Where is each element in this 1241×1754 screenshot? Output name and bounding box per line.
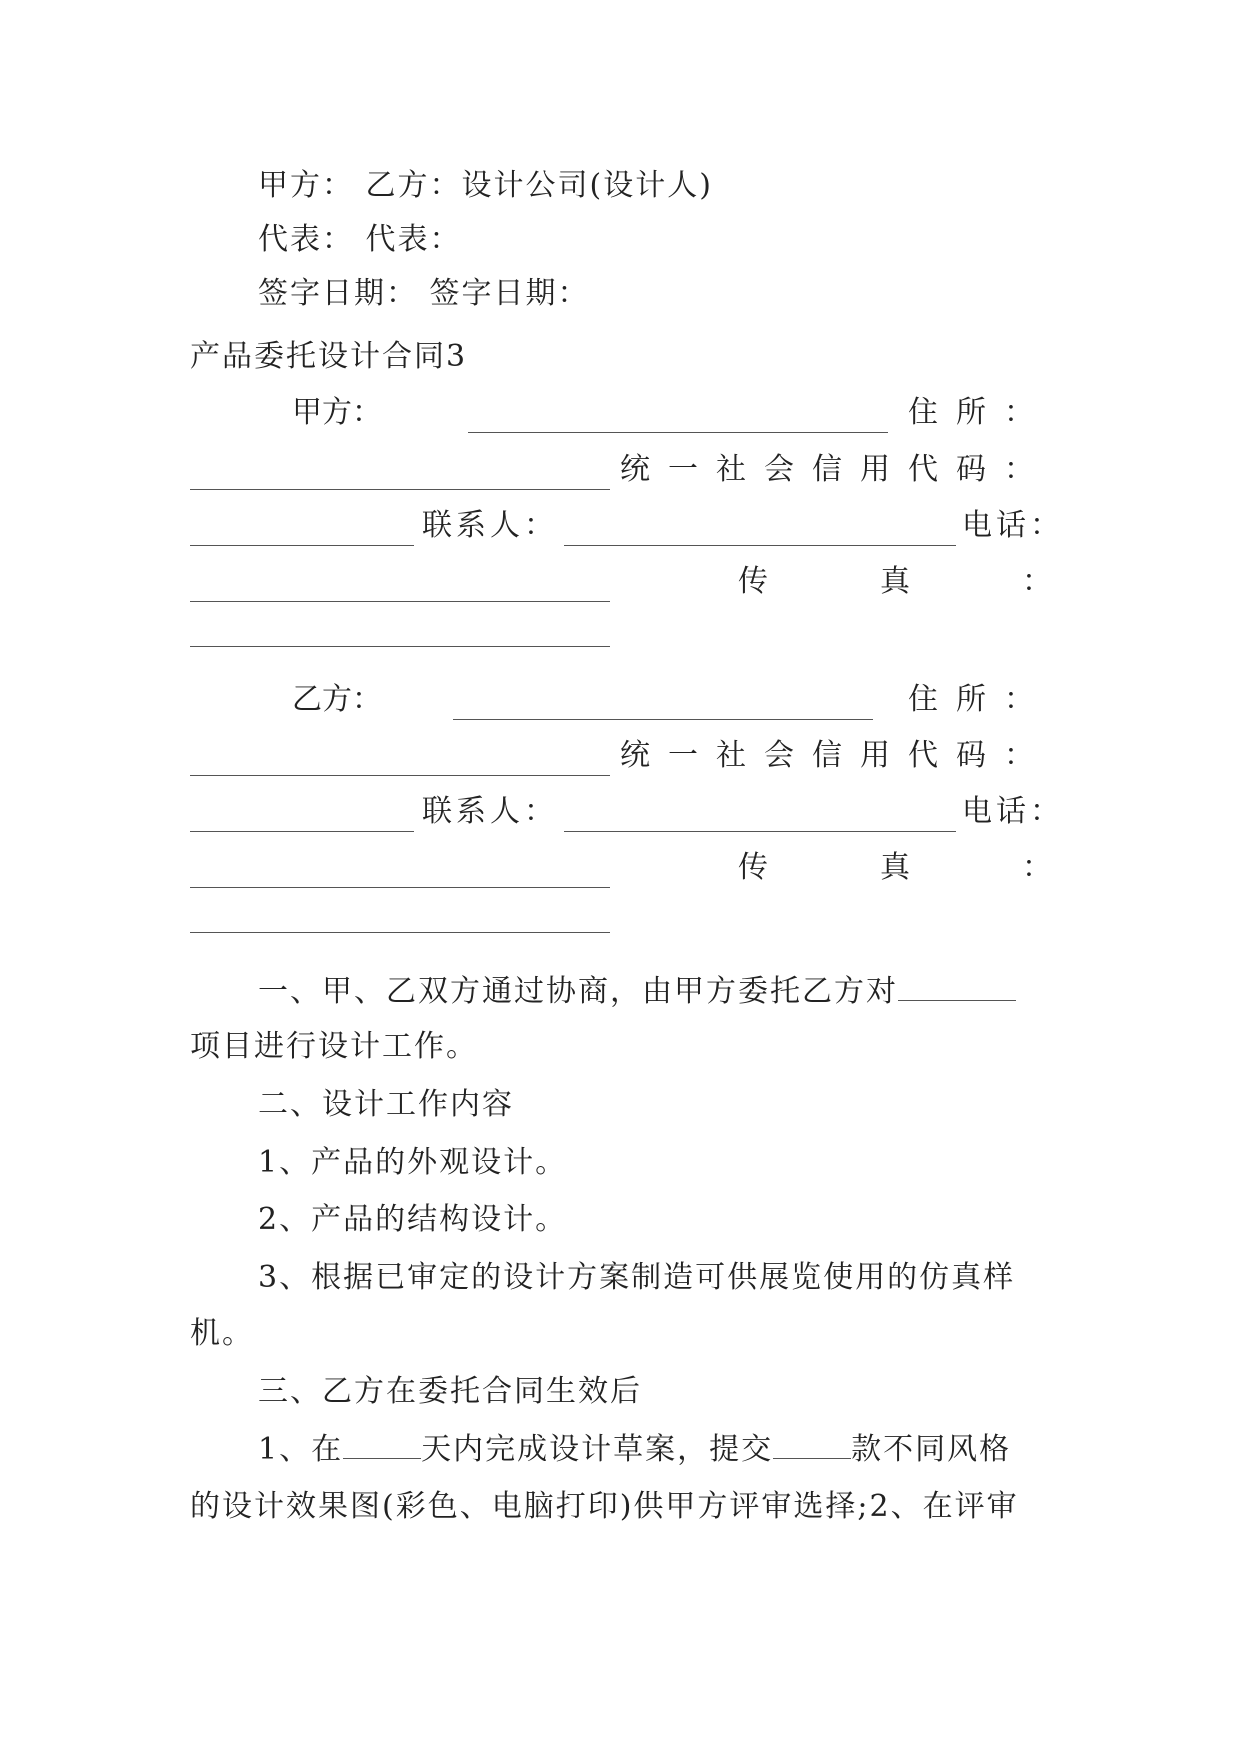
party-a-credit-code-blank <box>190 519 414 546</box>
party-a-contact-label: 联系人： <box>422 508 558 543</box>
clause-2-item-3-line-1: 3、根据已审定的设计方案制造可供展览使用的仿真样 <box>258 1260 1016 1295</box>
party-b-address-label: 住所： <box>908 682 1052 717</box>
party-b-credit-code-label: 统一社会信用代码： <box>620 738 1052 773</box>
party-b-name-row <box>190 680 1052 720</box>
party-b-fax-row <box>190 904 1052 944</box>
project-name-blank <box>898 974 1016 1001</box>
clause-3-item-1-line-2: 的设计效果图(彩色、电脑打印)供甲方评审选择;2、在评审 <box>190 1489 1019 1524</box>
sign-line-representative: 代表： 代表： <box>258 222 462 257</box>
party-b-phone-label: 电话： <box>962 794 1064 829</box>
design-count-blank <box>773 1432 851 1459</box>
party-a-fax-blank <box>190 620 610 647</box>
party-b-address-blank <box>190 749 610 776</box>
party-a-credit-code-label: 统一社会信用代码： <box>620 452 1052 487</box>
clause-1-line-1 <box>258 972 1052 1012</box>
party-b-address-row <box>190 736 1052 776</box>
clause-1-text: 一、甲、乙双方通过协商，由甲方委托乙方对 <box>258 974 898 1009</box>
party-a-fax-row <box>190 618 1052 658</box>
party-b-fax-blank <box>190 906 610 933</box>
party-b-contact-label: 联系人： <box>422 794 558 829</box>
party-b-label: 乙方： <box>292 682 382 717</box>
clause-3-text-b: 天内完成设计草案，提交 <box>421 1432 774 1467</box>
party-a-address-label: 住所： <box>908 395 1052 430</box>
clause-2-heading: 二、设计工作内容 <box>258 1087 514 1122</box>
document-title: 产品委托设计合同3 <box>190 339 468 374</box>
clause-2-item-3-line-2: 机。 <box>190 1316 254 1351</box>
party-b-fax-label: 传真： <box>738 850 1164 885</box>
sign-line-parties: 甲方： 乙方：设计公司(设计人) <box>258 168 713 203</box>
party-a-phone-blank <box>190 575 610 602</box>
party-b-phone-row <box>190 848 1164 888</box>
party-a-contact-blank <box>564 519 956 546</box>
clause-3-text-a: 1、在 <box>258 1432 344 1467</box>
clause-3-item-1-line-1 <box>258 1430 1052 1470</box>
party-a-phone-label: 电话： <box>962 508 1064 543</box>
party-a-label: 甲方： <box>292 395 382 430</box>
party-b-contact-blank <box>564 805 956 832</box>
clause-2-item-2: 2、产品的结构设计。 <box>258 1202 568 1237</box>
party-a-name-blank <box>468 406 888 433</box>
clause-1-line-2: 项目进行设计工作。 <box>190 1029 478 1064</box>
party-a-phone-row <box>190 562 1164 602</box>
party-a-address-blank <box>190 463 610 490</box>
clause-3-heading: 三、乙方在委托合同生效后 <box>258 1374 642 1409</box>
party-b-code-row <box>190 792 1064 832</box>
party-a-fax-label: 传真： <box>738 564 1164 599</box>
party-b-credit-code-blank <box>190 805 414 832</box>
party-a-address-row <box>190 450 1052 490</box>
party-a-name-row <box>190 393 1052 433</box>
party-b-name-blank <box>453 693 873 720</box>
clause-3-text-c: 款不同风格 <box>851 1432 1012 1467</box>
clause-2-item-1: 1、产品的外观设计。 <box>258 1145 568 1180</box>
party-b-phone-blank <box>190 861 610 888</box>
sign-line-date: 签字日期： 签字日期： <box>258 276 590 311</box>
days-blank <box>343 1432 421 1459</box>
party-a-code-row <box>190 506 1064 546</box>
